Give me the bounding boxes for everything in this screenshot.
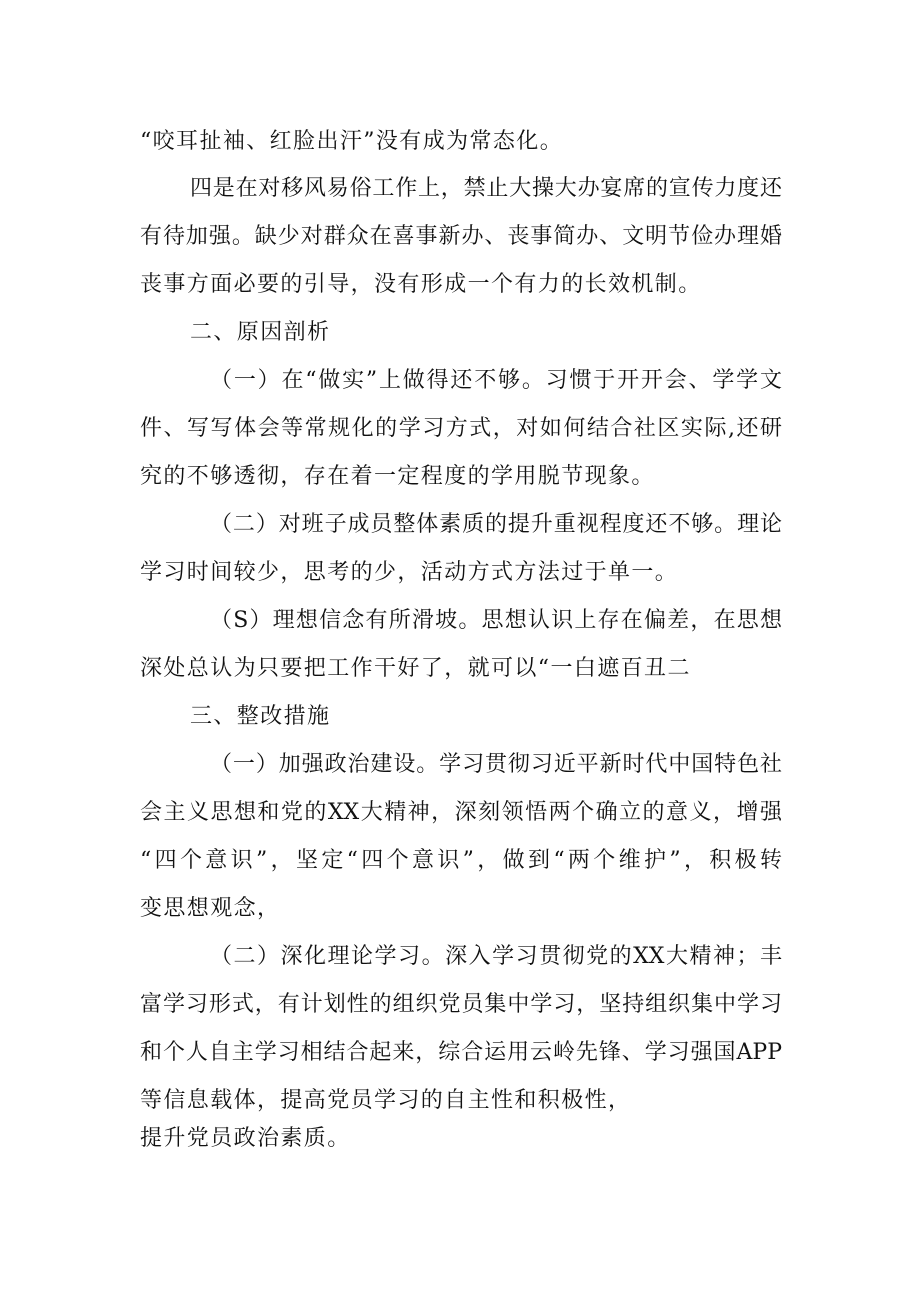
text-line: 件、写写体会等常规化的学习方式，对如何结合社区实际,还研	[140, 416, 782, 441]
text-line: 提升党员政治素质。	[140, 1126, 351, 1151]
paragraph-start: （一）在“做实”上做得还不够。习惯于开开会、学学文	[210, 368, 782, 393]
paragraph-start: 四是在对移风易俗工作上，禁止大操大办宴席的宣传力度还	[190, 176, 782, 201]
text-line: 深处总认为只要把工作干好了，就可以“一白遮百丑二	[140, 656, 691, 681]
text-line: 丧事方面必要的引导，没有形成一个有力的长效机制。	[140, 272, 702, 297]
text-line: 变思想观念，	[140, 896, 281, 921]
text-line: 和个人自主学习相结合起来，综合运用云岭先锋、学习强国APP	[140, 1040, 782, 1065]
text-line: “四个意识”，坚定“四个意识”，做到“两个维护”，积极转	[140, 848, 782, 873]
text-line: 学习时间较少，思考的少，活动方式方法过于单一。	[140, 560, 679, 585]
text-line: 有待加强。缺少对群众在喜事新办、丧事简办、文明节俭办理婚	[140, 224, 782, 249]
paragraph-start: （S）理想信念有所滑坡。思想认识上存在偏差，在思想	[210, 608, 782, 633]
paragraph-start: （二）对班子成员整体素质的提升重视程度还不够。理论	[210, 512, 782, 537]
section-heading: 三、整改措施	[190, 704, 331, 729]
section-heading: 二、原因剖析	[190, 320, 331, 345]
text-line: “咬耳扯袖、红脸出汗”没有成为常态化。	[140, 129, 564, 154]
text-line: 会主义思想和党的XX大精神，深刻领悟两个确立的意义，增强	[140, 800, 782, 825]
paragraph-start: （二）深化理论学习。深入学习贯彻党的XX大精神；丰	[210, 944, 782, 969]
text-line: 等信息载体，提高党员学习的自主性和积极性，	[140, 1088, 632, 1113]
text-line: 富学习形式，有计划性的组织党员集中学习，坚持组织集中学习	[140, 992, 782, 1017]
paragraph-start: （一）加强政治建设。学习贯彻习近平新时代中国特色社	[210, 752, 782, 777]
text-line: 究的不够透彻，存在着一定程度的学用脱节现象。	[140, 464, 655, 489]
